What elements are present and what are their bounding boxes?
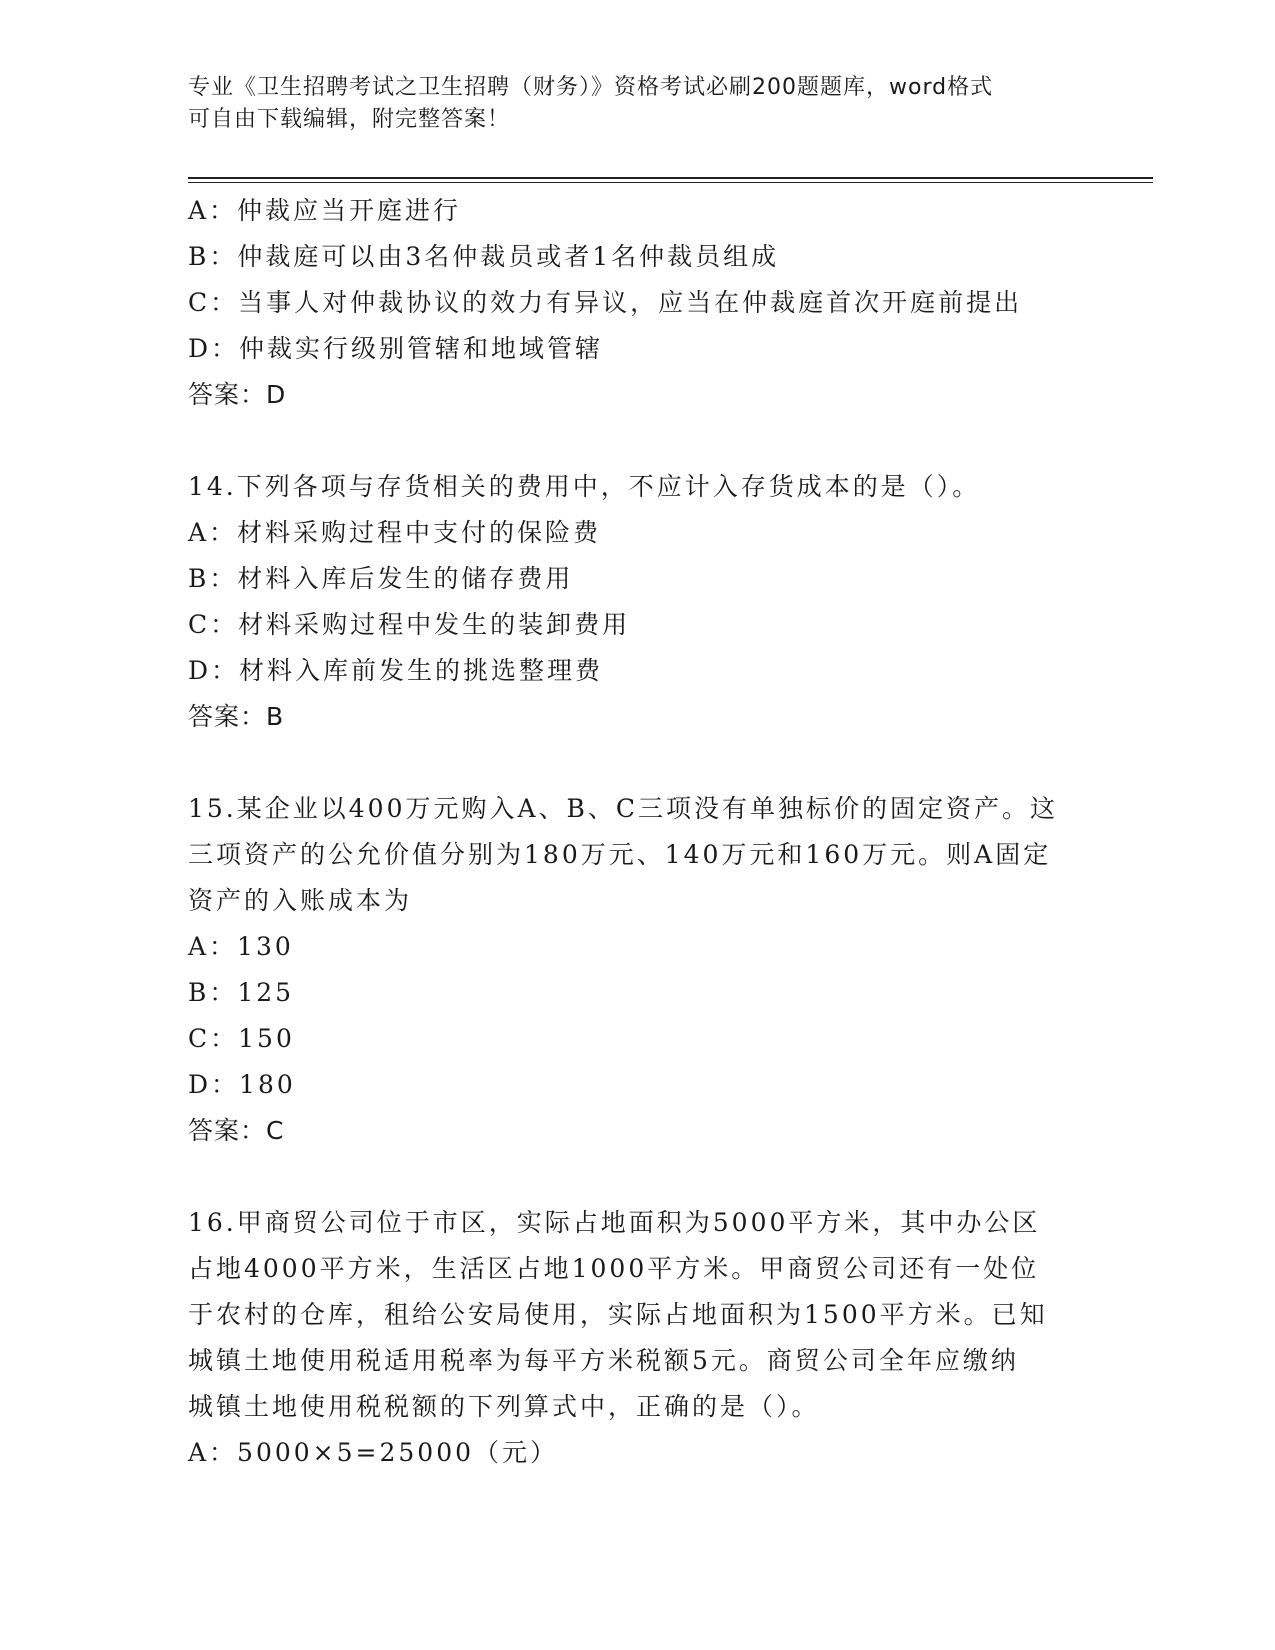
question-spacer bbox=[188, 418, 1148, 464]
option-a: A：5000×5=25000（元） bbox=[188, 1438, 559, 1467]
question-stem: 城镇土地使用税适用税率为每平方米税额5元。商贸公司全年应缴纳 bbox=[188, 1346, 1019, 1375]
question-stem: 16.甲商贸公司位于市区，实际占地面积为5000平方米，其中办公区 bbox=[188, 1208, 1041, 1237]
answer-line: 答案：C bbox=[188, 1116, 285, 1145]
option-c: C：当事人对仲裁协议的效力有异议，应当在仲裁庭首次开庭前提出 bbox=[188, 288, 1023, 317]
header-divider-thick bbox=[188, 177, 1153, 179]
option-c: C：材料采购过程中发生的装卸费用 bbox=[188, 610, 631, 639]
question-list bbox=[188, 188, 1148, 1476]
question-stem: 城镇土地使用税税额的下列算式中，正确的是（）。 bbox=[188, 1392, 820, 1421]
option-b: B：仲裁庭可以由3名仲裁员或者1名仲裁员组成 bbox=[188, 242, 780, 271]
question-14 bbox=[188, 464, 1148, 740]
option-b: B：125 bbox=[188, 978, 295, 1007]
option-d: D：材料入库前发生的挑选整理费 bbox=[188, 656, 604, 685]
option-a: A：130 bbox=[188, 932, 294, 961]
question-16 bbox=[188, 1200, 1148, 1476]
option-d: D：180 bbox=[188, 1070, 296, 1099]
header-divider-thin bbox=[188, 182, 1153, 183]
header-line-1: 专业《卫生招聘考试之卫生招聘（财务）》资格考试必刷200题题库，word格式 bbox=[188, 75, 994, 100]
question-stem: 于农村的仓库，租给公安局使用，实际占地面积为1500平方米。已知 bbox=[188, 1300, 1048, 1329]
option-a: A：仲裁应当开庭进行 bbox=[188, 196, 462, 225]
option-b: B：材料入库后发生的储存费用 bbox=[188, 564, 574, 593]
answer-line: 答案：B bbox=[188, 702, 285, 731]
question-15 bbox=[188, 786, 1148, 1154]
header-line-2: 可自由下载编辑，附完整答案！ bbox=[188, 107, 511, 132]
question-13 bbox=[188, 188, 1148, 418]
option-c: C：150 bbox=[188, 1024, 295, 1053]
option-d: D：仲裁实行级别管辖和地域管辖 bbox=[188, 334, 604, 363]
question-stem: 占地4000平方米，生活区占地1000平方米。甲商贸公司还有一处位 bbox=[188, 1254, 1040, 1283]
document-header bbox=[188, 72, 1068, 136]
question-spacer bbox=[188, 740, 1148, 786]
option-a: A：材料采购过程中支付的保险费 bbox=[188, 518, 602, 547]
question-stem: 资产的入账成本为 bbox=[188, 886, 413, 915]
question-stem: 15.某企业以400万元购入A、B、C三项没有单独标价的固定资产。这 bbox=[188, 794, 1059, 823]
answer-line: 答案：D bbox=[188, 380, 287, 409]
question-spacer bbox=[188, 1154, 1148, 1200]
question-stem: 三项资产的公允价值分别为180万元、140万元和160万元。则A固定 bbox=[188, 840, 1052, 869]
question-stem: 14.下列各项与存货相关的费用中，不应计入存货成本的是（）。 bbox=[188, 472, 981, 501]
